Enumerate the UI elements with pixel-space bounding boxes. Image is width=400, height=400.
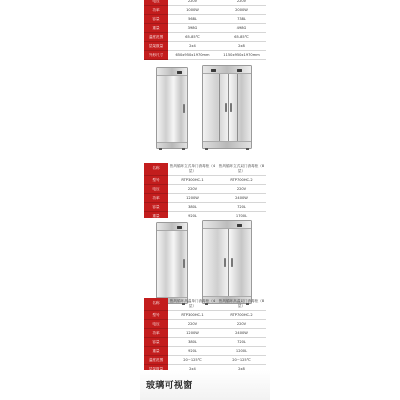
spec-label: 型号 <box>144 175 168 184</box>
spec-value-double-door: 1700L <box>217 211 266 220</box>
spec-row <box>144 175 266 184</box>
spec-row <box>144 51 266 60</box>
spec-value-single-door: 920L <box>168 211 217 220</box>
spec-row <box>144 328 266 337</box>
spec-value-double-door: RTP700HC-2 <box>217 310 266 319</box>
spec-value-double-door: 2400W <box>217 328 266 337</box>
single-door-cabinet-image <box>156 222 188 304</box>
spec-label: 层架数量 <box>144 364 168 373</box>
spec-label: 电压 <box>144 0 168 6</box>
spec-value-single-door: 1200W <box>168 193 217 202</box>
spec-value-double-door: 498G <box>217 24 266 33</box>
spec-label: 电压 <box>144 184 168 193</box>
product-photos-2 <box>144 218 266 306</box>
spec-value-single-door: 650x950x1970mm <box>168 51 217 60</box>
double-door-cabinet-image <box>202 65 252 149</box>
spec-value-single-door: 380L <box>168 337 217 346</box>
spec-value-double-door: 2x8 <box>217 42 266 51</box>
spec-row <box>144 202 266 211</box>
spec-label: 功率 <box>144 328 168 337</box>
spec-value-double-door: 738L <box>217 15 266 24</box>
spec-label: 功率 <box>144 6 168 15</box>
spec-value-double-door: 2x8 <box>217 364 266 373</box>
spec-row <box>144 193 266 202</box>
spec-label: 电压 <box>144 319 168 328</box>
spec-value-single-door: 398G <box>168 24 217 33</box>
spec-row <box>144 310 266 319</box>
spec-row <box>144 33 266 42</box>
spec-label: 容量 <box>144 337 168 346</box>
spec-row <box>144 319 266 328</box>
double-door-cabinet-image <box>202 220 252 304</box>
spec-row <box>144 355 266 364</box>
spec-value-double-door: 2000W <box>217 6 266 15</box>
spec-value-double-door: 720L <box>217 202 266 211</box>
spec-label: 型号 <box>144 310 168 319</box>
spec-value-single-door: 65-85℃ <box>168 33 217 42</box>
spec-value-single-door: 2x4 <box>168 42 217 51</box>
spec-label: 功率 <box>144 193 168 202</box>
spec-row <box>144 15 266 24</box>
spec-label: 名称 <box>144 298 168 310</box>
spec-value-double-door: 热风循环立式双门消毒柜（8层） <box>217 163 266 175</box>
spec-value-double-door: 1150x950x1970mm <box>217 51 266 60</box>
spec-value-double-door: 220V <box>217 0 266 6</box>
spec-value-single-door: 220V <box>168 319 217 328</box>
spec-value-double-door: 1200L <box>217 346 266 355</box>
spec-value-single-door: 1000W <box>168 6 217 15</box>
spec-value-double-door: RTP700HC-2 <box>217 175 266 184</box>
spec-value-double-door: 2400W <box>217 193 266 202</box>
spec-label: 温度范围 <box>144 33 168 42</box>
spec-row <box>144 346 266 355</box>
spec-label: 温度范围 <box>144 355 168 364</box>
spec-value-single-door: RTP300HC-1 <box>168 310 217 319</box>
spec-row <box>144 6 266 15</box>
spec-value-double-door: 720L <box>217 337 266 346</box>
spec-value-single-door: 1200W <box>168 328 217 337</box>
spec-value-single-door: 20~125℃ <box>168 355 217 364</box>
spec-value-single-door: 热风循环高温单门消毒柜（4层） <box>168 298 217 310</box>
spec-row <box>144 42 266 51</box>
spec-value-single-door: 568L <box>168 15 217 24</box>
spec-label: 外形尺寸 <box>144 51 168 60</box>
spec-label: 重量 <box>144 24 168 33</box>
section-title: 玻璃可视窗 <box>146 381 193 391</box>
spec-row <box>144 24 266 33</box>
spec-value-double-door: 20~125℃ <box>217 355 266 364</box>
spec-value-double-door: 220V <box>217 319 266 328</box>
spec-value-double-door: 65-85℃ <box>217 33 266 42</box>
spec-title-row <box>144 163 266 175</box>
product-photos-1 <box>144 63 266 151</box>
spec-label: 重量 <box>144 346 168 355</box>
spec-value-single-door: 380L <box>168 202 217 211</box>
spec-label: 重量 <box>144 211 168 220</box>
spec-title-row <box>144 298 266 310</box>
spec-value-single-door: 920L <box>168 346 217 355</box>
spec-value-single-door: 220V <box>168 0 217 6</box>
spec-label: 容量 <box>144 15 168 24</box>
spec-value-single-door: 热风循环立式单门消毒柜（4层） <box>168 163 217 175</box>
single-door-cabinet-image <box>156 67 188 149</box>
spec-value-single-door: 220V <box>168 184 217 193</box>
spec-label: 名称 <box>144 163 168 175</box>
spec-label: 容量 <box>144 202 168 211</box>
spec-row <box>144 184 266 193</box>
spec-value-double-door: 热风循环高温双门消毒柜（8层） <box>217 298 266 310</box>
spec-value-single-door: 2x4 <box>168 364 217 373</box>
spec-value-single-door: RTP300HC-1 <box>168 175 217 184</box>
spec-row <box>144 337 266 346</box>
spec-table-1 <box>144 0 266 60</box>
spec-value-double-door: 220V <box>217 184 266 193</box>
spec-label: 层架数量 <box>144 42 168 51</box>
